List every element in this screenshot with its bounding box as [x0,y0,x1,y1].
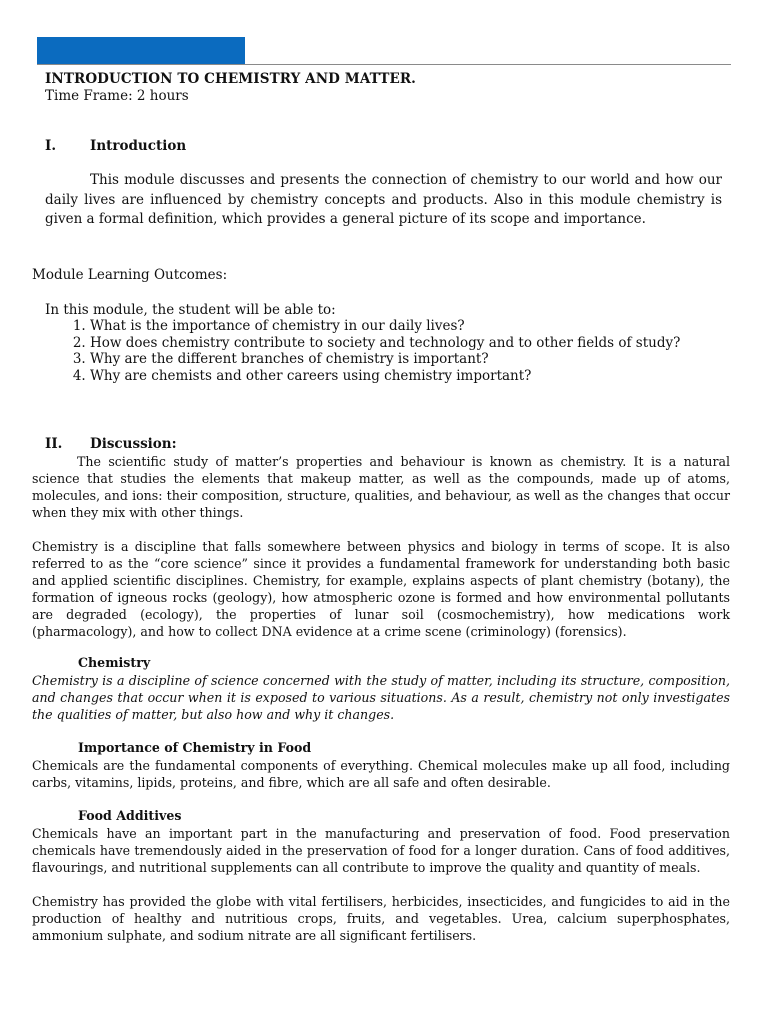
food-importance-paragraph: Chemicals are the fundamental components of everything. Chemical molecules make up all food, including carbs, vitamins, lipids, proteins, and fibre, which are all safe and often desirable. [32,758,730,790]
section-title: Discussion: [90,436,177,452]
time-frame: Time Frame: 2 hours [45,88,189,104]
section-title: Introduction [90,138,187,154]
list-item: 3. Why are the different branches of chemistry is important? [90,351,740,368]
list-item: 1. What is the importance of chemistry in our daily lives? [90,318,740,335]
header-color-band [37,37,245,64]
food-importance-heading: Importance of Chemistry in Food [78,740,312,755]
header-rule [37,64,731,65]
document-title: INTRODUCTION TO CHEMISTRY AND MATTER. [45,71,416,87]
chemistry-heading: Chemistry [78,655,151,670]
list-item: 4. Why are chemists and other careers using chemistry important? [90,368,740,385]
food-additives-paragraph-2: Chemistry has provided the globe with vital fertilisers, herbicides, insecticides, and fungicides to aid in the production of healthy and nutritious crops, fruits, and vegetables. Urea, calcium superphosphates, ammonium sulphate, and sodium nitrate are all significant fertilisers. [32,894,730,943]
section-number: I. [45,138,57,154]
section-number: II. [45,436,63,452]
discussion-paragraph-1: The scientific study of matter’s properties and behaviour is known as chemistry. It is a natural science that studies the elements that makeup matter, as well as the compounds, made up of atoms, molecules, and ions: their composition, structure, qualities, and behaviour, as well as the changes that occur when they mix with other things. [32,454,730,520]
discussion-paragraph-2: Chemistry is a discipline that falls somewhere between physics and biology in terms of scope. It is also referred to as the “core science” since it provides a fundamental framework for understanding both basic and applied scientific disciplines. Chemistry, for example, explains aspects of plant chemistry (botany), the formation of igneous rocks (geology), how atmospheric ozone is formed and how environmental pollutants are degraded (ecology), the properties of lunar soil (cosmochemistry), how medications work (pharmacology), and how to collect DNA evidence at a crime scene (criminology) (forensics). [32,539,730,639]
chemistry-definition: Chemistry is a discipline of science concerned with the study of matter, including its structure, composition, and changes that occur when it is exposed to various situations. As a result, chemistry not only investigates the qualities of matter, but also how and why it changes. [32,673,730,722]
outcomes-label: Module Learning Outcomes: [32,267,228,283]
food-additives-heading: Food Additives [78,808,182,823]
outcomes-list [58,318,740,384]
outcomes-lead: In this module, the student will be able to: [45,302,336,318]
food-additives-paragraph-1: Chemicals have an important part in the manufacturing and preservation of food. Food preservation chemicals have tremendously aided in the preservation of food for a longer duration. Cans of food additives, flavourings, and nutritional supplements can all contribute to improve the quality and quantity of meals. [32,826,730,875]
introduction-paragraph: This module discusses and presents the connection of chemistry to our world and how our daily lives are influenced by chemistry concepts and products. Also in this module chemistry is given a formal definition, which provides a general picture of its scope and importance. [45,172,722,227]
list-item: 2. How does chemistry contribute to society and technology and to other fields of study? [90,335,740,352]
